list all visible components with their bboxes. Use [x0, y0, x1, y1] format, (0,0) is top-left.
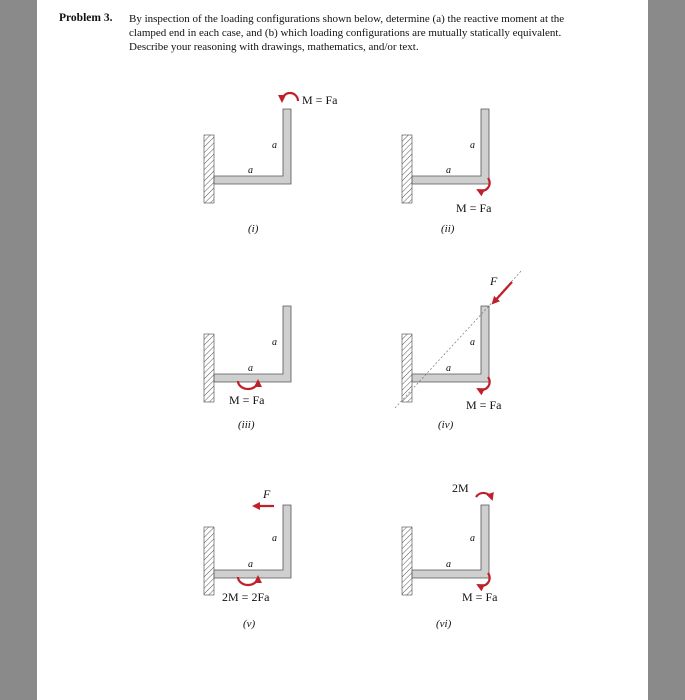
figure-caption-iii: (iii) [238, 419, 255, 431]
clamped-support [402, 334, 412, 402]
dimension-a-vertical: a [470, 533, 475, 544]
load-label-ii: M = Fa [456, 201, 492, 215]
figure-caption-v: (v) [243, 618, 256, 630]
load-label-iii: M = Fa [229, 393, 265, 407]
dimension-a-horizontal: a [248, 165, 253, 176]
dimension-a-horizontal: a [446, 165, 451, 176]
moment-arrow-icon [476, 493, 492, 499]
dimension-a-horizontal: a [446, 363, 451, 374]
figure-caption-iv: (iv) [438, 419, 454, 431]
dimension-a-horizontal: a [446, 559, 451, 570]
clamped-support [402, 527, 412, 595]
problem-line: Describe your reasoning with drawings, mathematics, and/or text. [129, 41, 419, 53]
problem-line: By inspection of the loading configurations shown below, determine (a) the reactive moment at the [129, 13, 565, 25]
load-label-iv: M = Fa [466, 398, 502, 412]
problem-line: clamped end in each case, and (b) which loading configurations are mutually statically equivalent. [129, 27, 562, 39]
clamped-support [204, 334, 214, 402]
load-label-vi-top: 2M [452, 481, 469, 495]
figure-v [204, 487, 291, 630]
force-label-F: F [263, 487, 271, 501]
force-label-F: F [490, 274, 498, 288]
dimension-a-horizontal: a [248, 363, 253, 374]
figure-caption-ii: (ii) [441, 223, 455, 235]
load-label-v: 2M = 2Fa [222, 590, 270, 604]
clamped-support [204, 527, 214, 595]
clamped-support [402, 135, 412, 203]
load-label-i: M = Fa [302, 93, 338, 107]
figure-vi [402, 481, 498, 630]
dimension-a-vertical: a [470, 337, 475, 348]
moment-arrow-icon [282, 93, 298, 101]
figure-caption-i: (i) [248, 223, 259, 235]
figure-iv [395, 270, 522, 431]
dimension-a-vertical: a [272, 140, 277, 151]
load-label-vi-bottom: M = Fa [462, 590, 498, 604]
figure-caption-vi: (vi) [436, 618, 452, 630]
figure-ii [402, 109, 492, 235]
dimension-a-vertical: a [272, 533, 277, 544]
dimension-a-vertical: a [272, 337, 277, 348]
dimension-a-vertical: a [470, 140, 475, 151]
dimension-a-horizontal: a [248, 559, 253, 570]
clamped-support [204, 135, 214, 203]
figure-i [204, 93, 338, 235]
problem-label: Problem 3. [59, 12, 113, 24]
figure-iii [204, 306, 291, 431]
